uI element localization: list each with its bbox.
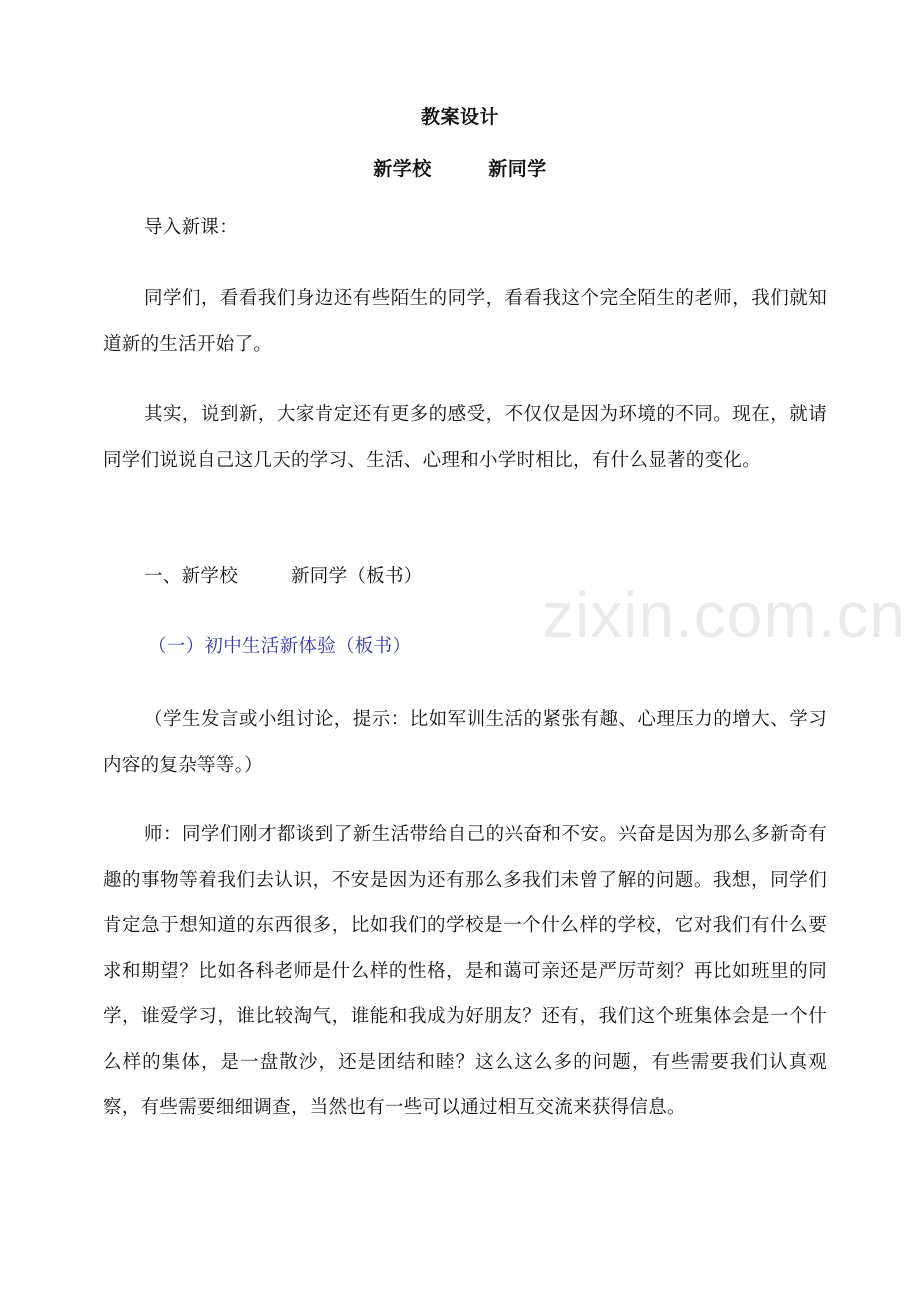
document-title: 教案设计 (420, 106, 499, 128)
paragraph-2: 其实，说到新，大家肯定还有更多的感受，不仅仅是因为环境的不同。现在，就请同学们说说自己这几天的学习、生活、心理和小学时相比，有什么显著的变化。 (103, 404, 827, 471)
paragraph-3: （学生发言或小组讨论，提示：比如军训生活的紧张有趣、心理压力的增大、学习内容的复杂等等。） (103, 709, 827, 776)
watermark: zixin.com.cn (542, 579, 907, 651)
document-subtitle: 新学校 新同学 (373, 158, 547, 180)
paragraph-4: 师：同学们刚才都谈到了新生活带给自己的兴奋和不安。兴奋是因为那么多新奇有趣的事物等着我们去认识，不安是因为还有那么多我们未曾了解的问题。我想，同学们肯定急于想知道的东西很多，比如我们的学校是一个什么样的学校，它对我们有什么要求和期望？比如各科老师是什么样的性格，是和蔼可亲还是严厉苛刻？再比如班里的同学，谁爱学习，谁比较淘气，谁能和我成为好朋友？还有，我们这个班集体会是一个什么样的集体，是一盘散沙，还是团结和睦？这么这么多的问题，有些需要我们认真观察，有些需要细细调查，当然也有一些可以通过相互交流来获得信息。 (103, 824, 827, 1118)
section-heading-1: 一、新学校 新同学（板书） (144, 566, 423, 587)
paragraph-1: 同学们，看看我们身边还有些陌生的同学，看看我这个完全陌生的老师，我们就知道新的生活开始了。 (103, 288, 827, 355)
subsection-heading-1: （一）初中生活新体验（板书） (148, 636, 412, 657)
intro-label: 导入新课： (144, 217, 239, 238)
